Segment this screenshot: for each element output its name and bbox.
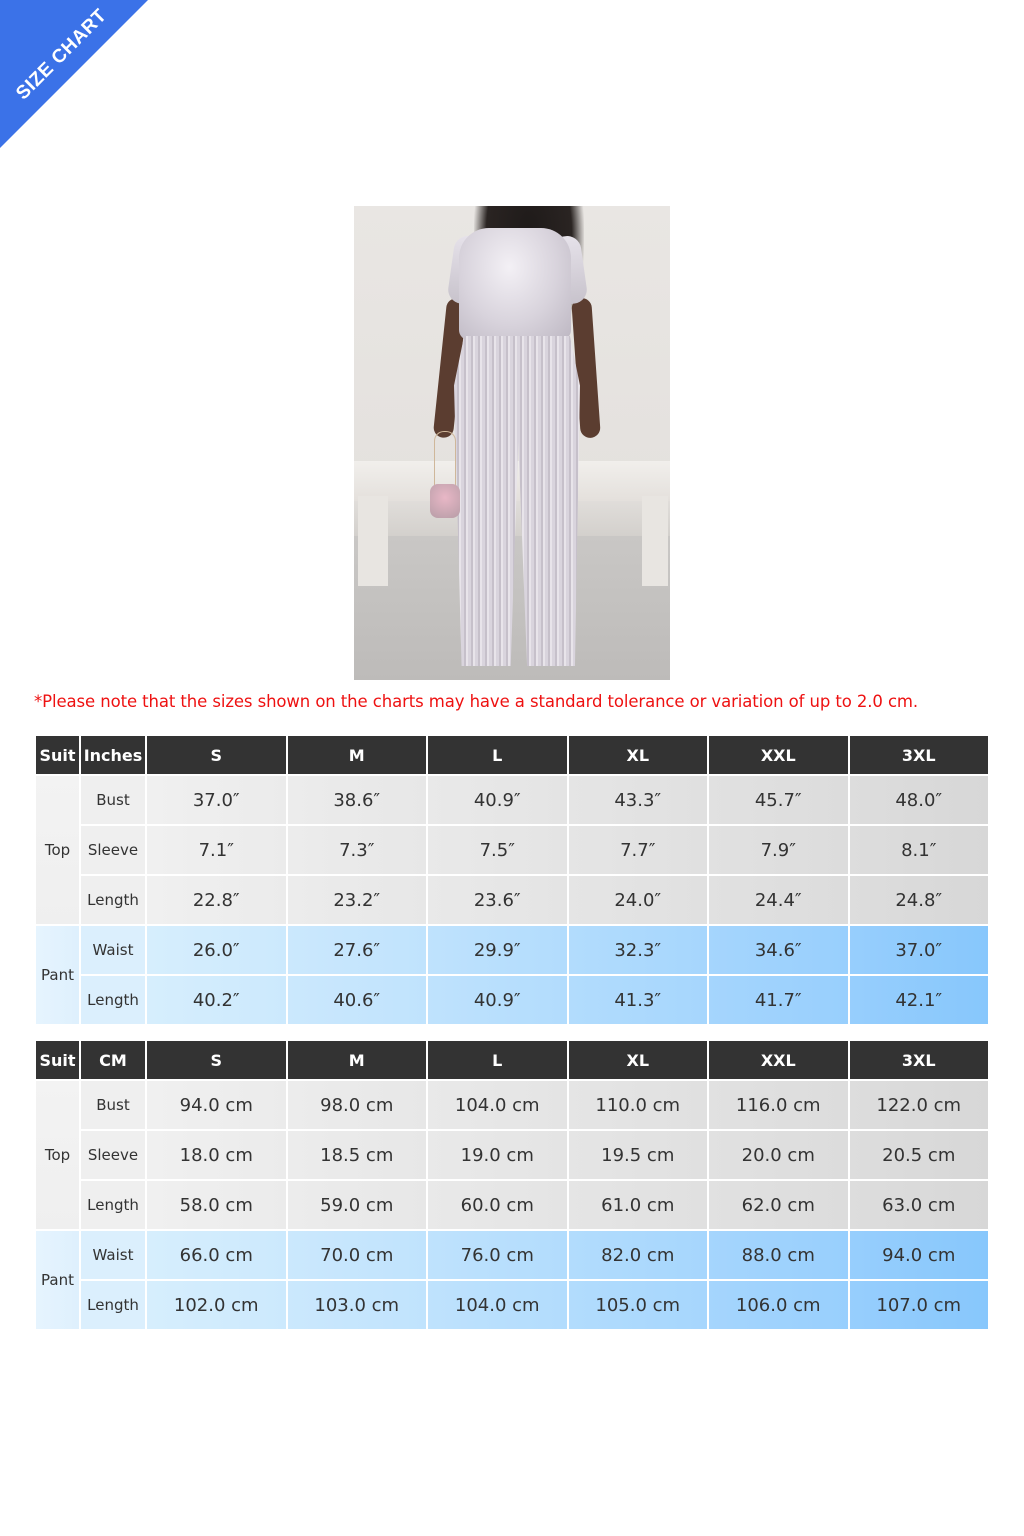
table-cell: 34.6″ [709,926,848,974]
table-row [36,1231,988,1279]
table-cell: 103.0 cm [288,1281,427,1329]
header-size: XXL [709,736,848,774]
table-cell: 22.8″ [147,876,286,924]
table-cell: 18.0 cm [147,1131,286,1179]
header-size: XL [569,736,708,774]
table-cell: 76.0 cm [428,1231,567,1279]
table-cell: 94.0 cm [147,1081,286,1129]
measure-label: Length [81,1281,145,1329]
table-cell: 7.3″ [288,826,427,874]
header-suit: Suit [36,1041,79,1079]
table-row [36,926,988,974]
table-header-row [36,1041,988,1079]
table-cell: 82.0 cm [569,1231,708,1279]
header-size: 3XL [850,736,989,774]
photo-sequin-top [459,228,571,340]
group-label-top: Top [36,776,79,924]
header-size: 3XL [850,1041,989,1079]
table-cell: 26.0″ [147,926,286,974]
table-cell: 60.0 cm [428,1181,567,1229]
table-cell: 7.7″ [569,826,708,874]
table-cell: 48.0″ [850,776,989,824]
table-row [36,976,988,1024]
table-cell: 19.5 cm [569,1131,708,1179]
table-cell: 40.2″ [147,976,286,1024]
table-cell: 110.0 cm [569,1081,708,1129]
measure-label: Bust [81,776,145,824]
table-cell: 45.7″ [709,776,848,824]
table-cell: 40.6″ [288,976,427,1024]
corner-badge-label: SIZE CHART [12,5,112,105]
header-size: S [147,736,286,774]
table-cell: 19.0 cm [428,1131,567,1179]
photo-bench-leg [358,496,388,586]
table-cell: 116.0 cm [709,1081,848,1129]
table-cell: 29.9″ [428,926,567,974]
header-size: L [428,736,567,774]
table-row [36,1181,988,1229]
table-cell: 37.0″ [147,776,286,824]
table-cell: 42.1″ [850,976,989,1024]
table-cell: 40.9″ [428,776,567,824]
table-cell: 38.6″ [288,776,427,824]
photo-bag-strap [434,431,456,487]
group-label-top: Top [36,1081,79,1229]
header-size: L [428,1041,567,1079]
table-cell: 104.0 cm [428,1281,567,1329]
measure-label: Bust [81,1081,145,1129]
header-size: M [288,1041,427,1079]
table-cell: 24.8″ [850,876,989,924]
size-table-cm [34,1039,990,1331]
table-row [36,826,988,874]
table-cell: 24.0″ [569,876,708,924]
size-chart-corner-badge [0,0,150,150]
table-row [36,1131,988,1179]
table-row [36,1081,988,1129]
header-unit: Inches [81,736,145,774]
table-cell: 70.0 cm [288,1231,427,1279]
table-cell: 41.3″ [569,976,708,1024]
photo-bench-leg [642,496,668,586]
measure-label: Length [81,976,145,1024]
header-size: XL [569,1041,708,1079]
photo-handbag [430,484,460,518]
table-cell: 88.0 cm [709,1231,848,1279]
header-unit: CM [81,1041,145,1079]
header-suit: Suit [36,736,79,774]
table-cell: 61.0 cm [569,1181,708,1229]
table-cell: 94.0 cm [850,1231,989,1279]
table-cell: 63.0 cm [850,1181,989,1229]
measure-label: Sleeve [81,1131,145,1179]
table-cell: 37.0″ [850,926,989,974]
table-cell: 106.0 cm [709,1281,848,1329]
header-size: XXL [709,1041,848,1079]
size-table-inches [34,734,990,1026]
table-cell: 58.0 cm [147,1181,286,1229]
table-cell: 23.2″ [288,876,427,924]
measure-label: Waist [81,926,145,974]
table-cell: 105.0 cm [569,1281,708,1329]
table-cell: 20.5 cm [850,1131,989,1179]
table-header-row [36,736,988,774]
table-cell: 20.0 cm [709,1131,848,1179]
table-cell: 40.9″ [428,976,567,1024]
table-cell: 18.5 cm [288,1131,427,1179]
table-cell: 59.0 cm [288,1181,427,1229]
table-cell: 62.0 cm [709,1181,848,1229]
table-cell: 24.4″ [709,876,848,924]
table-cell: 7.1″ [147,826,286,874]
group-label-pant: Pant [36,926,79,1024]
table-cell: 23.6″ [428,876,567,924]
table-cell: 27.6″ [288,926,427,974]
measure-label: Sleeve [81,826,145,874]
corner-ribbon-shape [0,0,148,148]
table-cell: 107.0 cm [850,1281,989,1329]
table-cell: 7.9″ [709,826,848,874]
table-cell: 8.1″ [850,826,989,874]
table-cell: 122.0 cm [850,1081,989,1129]
measure-label: Waist [81,1231,145,1279]
table-cell: 43.3″ [569,776,708,824]
table-cell: 98.0 cm [288,1081,427,1129]
measure-label: Length [81,1181,145,1229]
product-photo [354,206,670,680]
table-cell: 102.0 cm [147,1281,286,1329]
measure-label: Length [81,876,145,924]
tolerance-note: *Please note that the sizes shown on the charts may have a standard tolerance or variation of up to 2.0 cm. [34,692,919,711]
table-cell: 66.0 cm [147,1231,286,1279]
table-cell: 32.3″ [569,926,708,974]
table-row [36,1281,988,1329]
table-cell: 41.7″ [709,976,848,1024]
header-size: S [147,1041,286,1079]
group-label-pant: Pant [36,1231,79,1329]
table-row [36,876,988,924]
table-cell: 7.5″ [428,826,567,874]
header-size: M [288,736,427,774]
table-cell: 104.0 cm [428,1081,567,1129]
table-row [36,776,988,824]
